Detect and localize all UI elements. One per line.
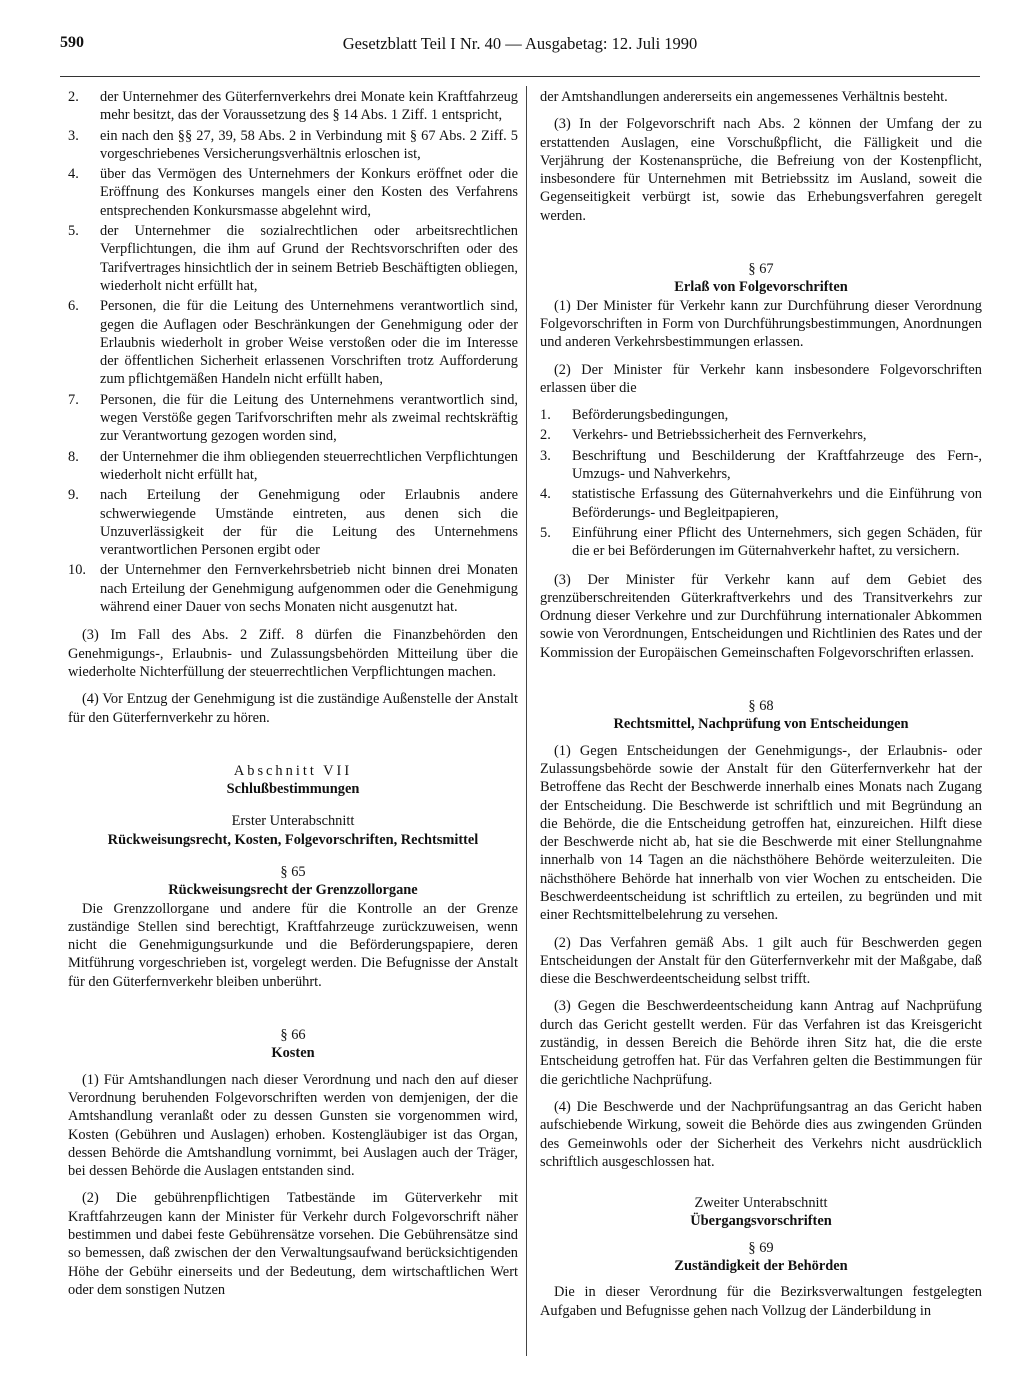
item-number: 3. xyxy=(68,127,79,144)
item-text: Beförderungsbedingungen, xyxy=(572,407,729,424)
paragraph-title: Zuständigkeit der Behörden xyxy=(674,1258,848,1275)
header-rule xyxy=(60,76,980,77)
paragraph: (1) Für Amtshandlungen nach dieser Verordnung und nach den auf dieser Verordnung beruhenden Folgevorschriften werden von demjenigen, der die Amtshandlung veranlaßt oder zu dessen Gunsten sie vorgenommen wird, Kosten (Gebühren und Auslagen) erhoben. Kostengläubiger ist das Organ, dessen Behörde die Amtshandlung vornimmt, bei Auslagen auch der Träger, bei dessen Behörde die Auslagen entstanden sind. xyxy=(68,1071,518,1180)
paragraph: (4) Vor Entzug der Genehmigung ist die zuständige Außenstelle der Anstalt für den Güterfernverkehr zu hören. xyxy=(68,691,518,726)
item-text: Personen, die für die Leitung des Unternehmens verantwortlich sind, gegen die Auflagen oder Beschränkungen der Genehmigung oder der Erlaubnis wiederholt in grober Weise verstoßen oder die im Interesse der öffentlichen Sicherheit erlassenen Vorschriften trotz Aufforderung zum pflichtgemäßen Handeln nicht erfüllt haben, xyxy=(100,298,518,388)
list-item xyxy=(540,426,982,444)
item-text: ein nach den §§ 27, 39, 58 Abs. 2 in Verbindung mit § 67 Abs. 2 Ziff. 5 vorgeschriebenes Versicherungsverhältnis erloschen ist, xyxy=(100,127,518,162)
item-number: 4. xyxy=(68,166,79,183)
paragraph: (3) Der Minister für Verkehr kann auf dem Gebiet des grenzüberschreitenden Güterkraftverkehrs und des Transitverkehrs zur Ordnung dieser Verkehre und zur Durchführung internationaler Abkommen sowie von Verordnungen, Entscheidungen und Richtlinien des Rates und der Kommission der Europäischen Gemeinschaften Folgevorschriften erlassen. xyxy=(540,571,982,661)
column-divider xyxy=(526,86,527,1356)
item-text: über das Vermögen des Unternehmers der Konkurs eröffnet oder die Eröffnung des Konkurses mangels einer den Kosten des Verfahrens entsprechenden Konkursmasse abgelehnt wird, xyxy=(100,166,518,219)
paragraph: (1) Der Minister für Verkehr kann zur Durchführung dieser Verordnung Folgevorschriften in Form von Durchführungsbestimmungen, Anordnungen und anderen Verkehrsbestimmungen erlassen. xyxy=(540,297,982,351)
paragraph: Die in dieser Verordnung für die Bezirksverwaltungen festgelegten Aufgaben und Befugnisse gehen nach Vollzug der Länderbildung in xyxy=(540,1284,982,1319)
subsection-title: Übergangsvorschriften xyxy=(690,1213,832,1230)
list-item xyxy=(68,88,518,125)
page-header xyxy=(60,34,980,64)
paragraph-title: Rückweisungsrecht der Grenzzollorgane xyxy=(168,882,418,899)
item-text: nach Erteilung der Genehmigung oder Erlaubnis andere schwerwiegende Umstände eintreten, aus denen sich die Unzuverlässigkeit der für die Leitung des Unternehmens verantwortlichen Personen ergibt oder xyxy=(100,487,518,559)
list-item xyxy=(68,222,518,295)
list-item xyxy=(68,486,518,559)
list-item xyxy=(68,391,518,446)
item-text: statistische Erfassung des Güternahverkehrs und die Einführung von Beförderungs- und Begleitpapieren, xyxy=(572,486,982,521)
paragraph: (2) Die gebührenpflichtigen Tatbestände im Güterverkehr mit Kraftfahrzeugen kann der Minister für Verkehr durch Folgevorschrift näher bestimmen und dabei feste Gebührensätze vorsehen. Die Gebührensätze sind so bemessen, daß zwischen der den Verwaltungsaufwand berücksichtigenden Höhe der Gebühr einerseits und der Bedeutung, dem wirtschaftlichen Wert oder dem sonstigen Nutzen xyxy=(68,1190,518,1298)
item-text: Verkehrs- und Betriebssicherheit des Fernverkehrs, xyxy=(572,427,867,444)
list-item xyxy=(68,127,518,164)
paragraph: (3) In der Folgevorschrift nach Abs. 2 können der Umfang der zu erstattenden Auslagen, eine Vorschußpflicht, die Fälligkeit und die Verjährung der Kostenansprüche, die Befreiung von der Kostenpflicht, insbesondere für Unternehmen mit Betriebssitz im Ausland, soweit die Gegenseitigkeit verbürgt ist, sowie das Erhebungsverfahren geregelt werden. xyxy=(540,116,982,224)
running-head: Gesetzblatt Teil I Nr. 40 — Ausgabetag: 12. Juli 1990 xyxy=(342,34,698,53)
left-column xyxy=(68,88,518,1308)
paragraph: (1) Gegen Entscheidungen der Genehmigungs-, der Erlaubnis- oder Zulassungsbehörde sowie der Anstalt für den Güterfernverkehr hat der Betroffene das Recht der Beschwerde innerhalb eines Monats nach Zugang der Entscheidung. Die Beschwerde ist schriftlich und mit Begründung an die Behörde, die die Entscheidung getroffen hat, einzureichen. Hilft diese der Beschwerde nicht ab, hat sie die Beschwerde mit einer Stellungnahme innerhalb von 14 Tagen an die nächsthöhere Behörde weiterzuleiten. Die nächsthöhere Behörde hat innerhalb von vier Wochen zu entscheiden. Die Beschwerdeentscheidung ist schriftlich zu erteilen, zu begründen und mit einer Rechtsmittelbelehrung zu versehen. xyxy=(540,742,982,924)
paragraph-number: § 65 xyxy=(280,863,306,880)
item-number: 5. xyxy=(540,524,551,541)
list-item xyxy=(68,297,518,388)
section-title: Schlußbestimmungen xyxy=(226,781,360,798)
subsection-label: Erster Unterabschnitt xyxy=(231,813,355,830)
list-item xyxy=(540,485,982,522)
item-number: 6. xyxy=(68,298,79,315)
list-item xyxy=(68,561,518,616)
list-item xyxy=(540,447,982,484)
item-number: 2. xyxy=(68,89,79,105)
subsection-title: Rückweisungsrecht, Kosten, Folgevorschriften, Rechtsmittel xyxy=(107,831,479,848)
paragraph: (2) Das Verfahren gemäß Abs. 1 gilt auch für Beschwerden gegen Entscheidungen der Anstalt für den Güterfernverkehr mit der Maßgabe, daß diese die Beschwerdeentscheidung selbst trifft. xyxy=(540,934,982,988)
item-number: 3. xyxy=(540,447,551,464)
item-text: der Unternehmer die sozialrechtlichen oder arbeitsrechtlichen Verpflichtungen, die ihm auf Grund der Rechtsvorschriften oder des Tarifvertrages hinsichtlich der in seinem Betrieb Beschäftigten obliegen, wiederholt nicht erfüllt hat, xyxy=(100,223,518,294)
page-number: 590 xyxy=(60,34,84,51)
paragraph-title: Rechtsmittel, Nachprüfung von Entscheidungen xyxy=(613,716,909,733)
item-number: 7. xyxy=(68,391,79,408)
item-text: der Unternehmer den Fernverkehrsbetrieb nicht binnen drei Monaten nach Erteilung der Genehmigung aufgenommen oder die Genehmigung während einer Dauer von sechs Monaten nicht ausgenutzt hat. xyxy=(100,562,518,616)
item-number: 10. xyxy=(68,562,86,579)
paragraph-number: § 66 xyxy=(280,1027,306,1044)
paragraph: (3) Im Fall des Abs. 2 Ziff. 8 dürfen die Finanzbehörden den Genehmigungs-, Erlaubnis- und Zulassungsbehörden Mitteilung über die wiederholte Nichterfüllung der steuerrechtlichen Verpflichtungen machen. xyxy=(68,627,518,680)
item-number: 8. xyxy=(68,448,79,465)
paragraph-number: § 69 xyxy=(748,1239,774,1256)
paragraph-number: § 67 xyxy=(748,261,774,278)
list-item xyxy=(68,448,518,485)
paragraph: (4) Die Beschwerde und der Nachprüfungsantrag an das Gericht haben aufschiebende Wirkung, soweit die Behörde dies aus zwingenden Gründen des Gemeinwohls oder der Sicherheit des Verkehrs nicht ausdrücklich schriftlich ausgeschlossen hat. xyxy=(540,1098,982,1170)
list-item xyxy=(540,524,982,561)
item-text: der Unternehmer die ihm obliegenden steuerrechtlichen Verpflichtungen wiederholt nicht erfüllt hat, xyxy=(100,448,518,483)
section-label: Abschnitt VII xyxy=(233,762,353,779)
paragraph-title: Erlaß von Folgevorschriften xyxy=(674,279,848,296)
paragraph: Die Grenzzollorgane und andere für die Kontrolle an der Grenze zuständige Stellen sind berechtigt, Kraftfahrzeuge zurückzuweisen, wenn nicht die Genehmigungsurkunde und die Beförderungspapiere, deren Mitführung vorgeschrieben ist, vorgelegt werden. Die Befugnisse der Anstalt für den Güterfernverkehr bleiben unberührt. xyxy=(68,900,518,990)
item-text: Beschriftung und Beschilderung der Kraftfahrzeuge des Fern-, Umzugs- und Nahverkehrs, xyxy=(572,447,982,483)
item-number: 2. xyxy=(540,427,551,444)
item-text: Personen, die für die Leitung des Unternehmens verantwortlich sind, wegen Verstöße gegen Tarifvorschriften mehr als zweimal rechtskräftig zur Verantwortung gezogen worden sind, xyxy=(100,391,518,445)
paragraph-number: § 68 xyxy=(748,698,774,715)
list-item xyxy=(540,406,982,424)
paragraph: der Amtshandlungen andererseits ein angemessenes Verhältnis besteht. xyxy=(540,89,948,105)
paragraph: (2) Der Minister für Verkehr kann insbesondere Folgevorschriften erlassen über die xyxy=(540,361,982,396)
item-text: Einführung einer Pflicht des Unternehmers, sich gegen Schäden, für die er bei Beförderungen im Güternahverkehr haftet, zu versichern. xyxy=(572,524,982,560)
paragraph: (3) Gegen die Beschwerdeentscheidung kann Antrag auf Nachprüfung durch das Gericht gestellt werden. Für das Verfahren ist das Kreisgericht zuständig, in dessen Bereich die Behörde ihren Sitz hat, die die erste Entscheidung getroffen hat. Für das Verfahren gelten die Bestimmungen für die gerichtliche Nachprüfung. xyxy=(540,998,982,1088)
paragraph-title: Kosten xyxy=(271,1045,315,1062)
item-number: 1. xyxy=(540,407,551,424)
item-number: 5. xyxy=(68,223,79,240)
subsection-label: Zweiter Unterabschnitt xyxy=(694,1195,828,1212)
item-number: 4. xyxy=(540,486,551,503)
list-item xyxy=(68,165,518,220)
item-text: der Unternehmer des Güterfernverkehrs drei Monate kein Kraftfahrzeug mehr besitzt, das der Voraussetzung des § 14 Abs. 1 Ziff. 1 entspricht, xyxy=(100,89,518,124)
right-column xyxy=(540,88,982,1329)
item-number: 9. xyxy=(68,487,79,504)
